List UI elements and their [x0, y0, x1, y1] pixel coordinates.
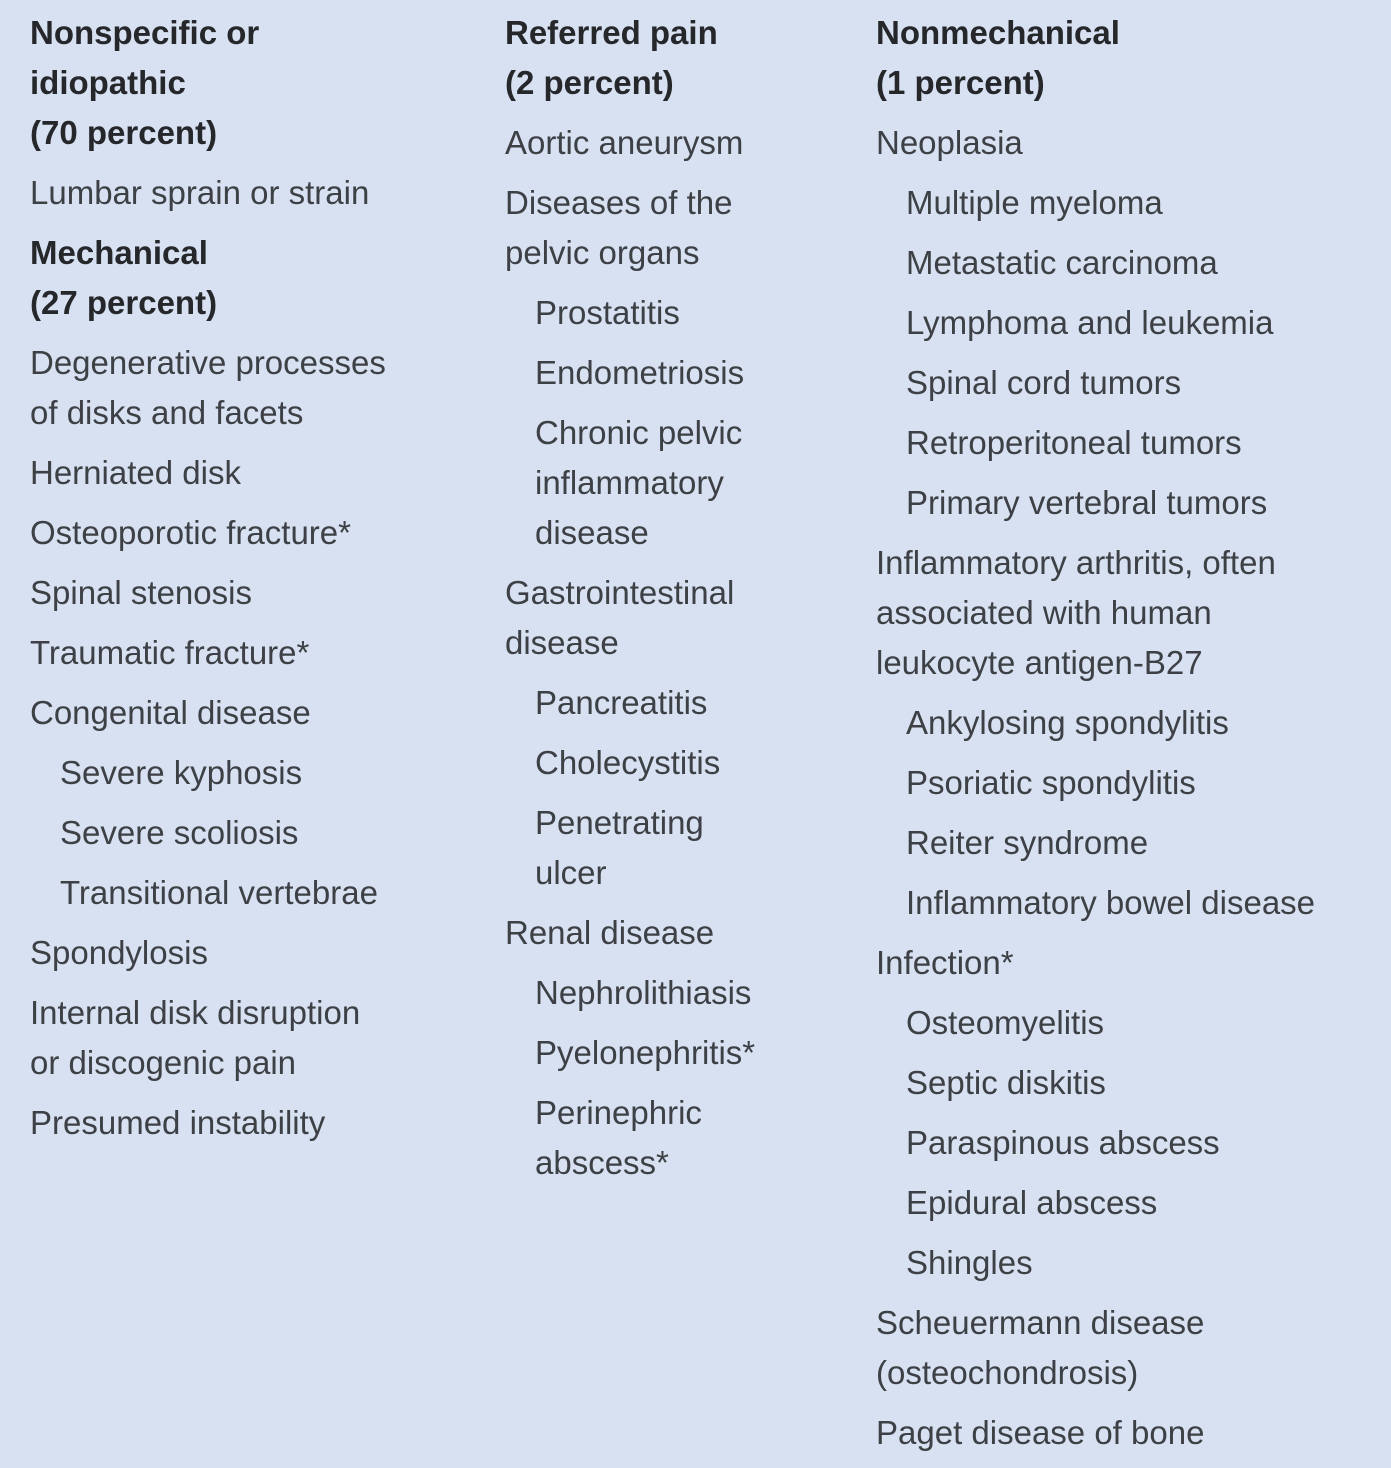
entry-text-line: Infection* — [876, 944, 1014, 981]
entry-text-line: Presumed instability — [30, 1104, 326, 1141]
entry-text-line: Perinephric — [535, 1094, 702, 1131]
entry-text-line: Reiter syndrome — [906, 824, 1149, 861]
entry-text-line: or discogenic pain — [30, 1044, 296, 1081]
entry-text-line: Congenital disease — [30, 694, 311, 731]
entry-text-line: Pyelonephritis* — [535, 1034, 756, 1071]
entry-text-line: pelvic organs — [505, 234, 700, 271]
entry-text-line: (27 percent) — [30, 284, 218, 321]
entry-text-line: leukocyte antigen-B27 — [876, 644, 1203, 681]
sub-item — [60, 748, 470, 798]
entry-text-line: Osteomyelitis — [906, 1004, 1105, 1041]
entry-text-line: Severe scoliosis — [60, 814, 299, 851]
list-item — [876, 538, 1381, 688]
sub-item — [535, 798, 865, 898]
sub-item — [906, 758, 1381, 808]
entry-text-line: (2 percent) — [505, 64, 674, 101]
entry-text-line: (70 percent) — [30, 114, 218, 151]
list-item — [876, 938, 1381, 988]
sub-item — [535, 1028, 865, 1078]
section-heading — [876, 8, 1381, 108]
entry-text-line: Spinal stenosis — [30, 574, 252, 611]
sub-item — [906, 1058, 1381, 1108]
entry-text-line: Nonspecific or — [30, 14, 260, 51]
section-heading — [30, 228, 470, 328]
entry-text-line: Transitional vertebrae — [60, 874, 378, 911]
list-item — [876, 1298, 1381, 1398]
entry-text-line: Cholecystitis — [535, 744, 721, 781]
sub-item — [906, 1238, 1381, 1288]
entry-text-line: Spinal cord tumors — [906, 364, 1182, 401]
entry-text-line: Pancreatitis — [535, 684, 708, 721]
list-item — [30, 338, 470, 438]
sub-item — [535, 678, 865, 728]
column-referred-pain — [505, 8, 865, 1198]
entry-text-line: disease — [505, 624, 619, 661]
entry-text-line: Severe kyphosis — [60, 754, 303, 791]
list-item — [30, 988, 470, 1088]
entry-text-line: Psoriatic spondylitis — [906, 764, 1196, 801]
entry-text-line: ulcer — [535, 854, 607, 891]
sub-item — [906, 298, 1381, 348]
entry-text-line: Multiple myeloma — [906, 184, 1163, 221]
entry-text-line: Primary vertebral tumors — [906, 484, 1268, 521]
sub-item — [535, 968, 865, 1018]
entry-text-line: Retroperitoneal tumors — [906, 424, 1242, 461]
entry-text-line: Degenerative processes — [30, 344, 386, 381]
sub-item — [906, 818, 1381, 868]
sub-item — [906, 1118, 1381, 1168]
entry-text-line: Chronic pelvic — [535, 414, 743, 451]
sub-item — [535, 408, 865, 558]
section-heading — [505, 8, 865, 108]
entry-text-line: Metastatic carcinoma — [906, 244, 1218, 281]
sub-item — [906, 878, 1381, 928]
list-item — [505, 118, 865, 168]
section-heading — [30, 8, 470, 158]
entry-text-line: Endometriosis — [535, 354, 745, 391]
list-item — [30, 1098, 470, 1148]
entry-text-line: associated with human — [876, 594, 1212, 631]
list-item — [876, 1408, 1381, 1458]
entry-text-line: Prostatitis — [535, 294, 680, 331]
column-nonspecific-mechanical — [30, 8, 470, 1158]
sub-item — [906, 238, 1381, 288]
entry-text-line: Scheuermann disease — [876, 1304, 1205, 1341]
list-item — [30, 448, 470, 498]
entry-text-line: Nonmechanical — [876, 14, 1120, 51]
entry-text-line: Septic diskitis — [906, 1064, 1106, 1101]
entry-text-line: Paraspinous abscess — [906, 1124, 1220, 1161]
entry-text-line: disease — [535, 514, 649, 551]
entry-text-line: inflammatory — [535, 464, 724, 501]
sub-item — [535, 738, 865, 788]
entry-text-line: Nephrolithiasis — [535, 974, 752, 1011]
entry-text-line: Penetrating — [535, 804, 704, 841]
list-item — [30, 508, 470, 558]
entry-text-line: Internal disk disruption — [30, 994, 361, 1031]
sub-item — [535, 1088, 865, 1188]
column-nonmechanical — [876, 8, 1381, 1468]
entry-text-line: Diseases of the — [505, 184, 733, 221]
list-item — [505, 908, 865, 958]
list-item — [505, 178, 865, 278]
sub-item — [535, 348, 865, 398]
list-item — [30, 928, 470, 978]
entry-text-line: Lymphoma and leukemia — [906, 304, 1274, 341]
entry-text-line: Mechanical — [30, 234, 208, 271]
sub-item — [906, 358, 1381, 408]
sub-item — [906, 1178, 1381, 1228]
sub-item — [60, 808, 470, 858]
entry-text-line: Referred pain — [505, 14, 718, 51]
entry-text-line: of disks and facets — [30, 394, 304, 431]
list-item — [30, 688, 470, 738]
entry-text-line: Epidural abscess — [906, 1184, 1158, 1221]
entry-text-line: Herniated disk — [30, 454, 241, 491]
entry-text-line: (osteochondrosis) — [876, 1354, 1139, 1391]
entry-text-line: Spondylosis — [30, 934, 208, 971]
entry-text-line: abscess* — [535, 1144, 669, 1181]
sub-item — [906, 418, 1381, 468]
list-item — [30, 628, 470, 678]
entry-text-line: Lumbar sprain or strain — [30, 174, 370, 211]
sub-item — [906, 698, 1381, 748]
entry-text-line: (1 percent) — [876, 64, 1045, 101]
entry-text-line: Neoplasia — [876, 124, 1023, 161]
list-item — [876, 118, 1381, 168]
entry-text-line: Paget disease of bone — [876, 1414, 1205, 1451]
sub-item — [60, 868, 470, 918]
list-item — [30, 168, 470, 218]
entry-text-line: Aortic aneurysm — [505, 124, 744, 161]
entry-text-line: Inflammatory arthritis, often — [876, 544, 1276, 581]
entry-text-line: Gastrointestinal — [505, 574, 735, 611]
entry-text-line: Shingles — [906, 1244, 1033, 1281]
entry-text-line: Inflammatory bowel disease — [906, 884, 1316, 921]
entry-text-line: Osteoporotic fracture* — [30, 514, 351, 551]
sub-item — [906, 178, 1381, 228]
list-item — [505, 568, 865, 668]
list-item — [30, 568, 470, 618]
entry-text-line: idiopathic — [30, 64, 186, 101]
sub-item — [535, 288, 865, 338]
entry-text-line: Renal disease — [505, 914, 715, 951]
sub-item — [906, 998, 1381, 1048]
entry-text-line: Traumatic fracture* — [30, 634, 310, 671]
sub-item — [906, 478, 1381, 528]
entry-text-line: Ankylosing spondylitis — [906, 704, 1229, 741]
